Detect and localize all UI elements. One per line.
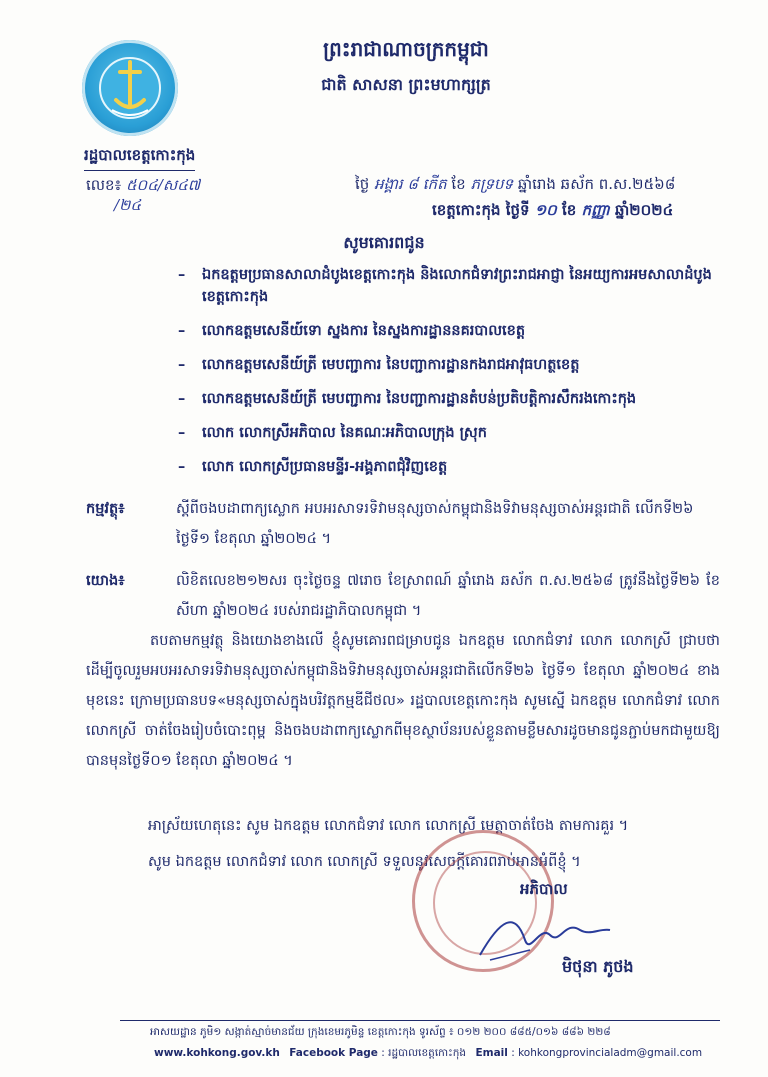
solar-day: ១០ bbox=[534, 201, 557, 219]
reference-label: លេខ៖ bbox=[86, 176, 122, 194]
recipient-text: ឯកឧត្តមប្រធានសាលាដំបូងខេត្តកោះកុង និងលោកជំទាវព្រះរាជអាជ្ញា នៃអយ្យការអមសាលាដំបូងខេត្តកោះកុង bbox=[202, 267, 712, 305]
lunar-month: ភទ្របទ bbox=[470, 175, 514, 193]
salutation: សូមគោរពជូន bbox=[343, 233, 425, 252]
facebook-value[interactable]: រដ្ឋបាលខេត្តកោះកុង bbox=[388, 1047, 467, 1059]
closing-line-1: អាស្រ័យហេតុនេះ សូម ឯកឧត្តម លោកជំទាវ លោក លោកស្រី មេត្តាចាត់ចែង តាមការគួរ ។ bbox=[148, 818, 629, 834]
footer-divider bbox=[120, 1020, 720, 1021]
website-link[interactable]: www.kohkong.gov.kh bbox=[154, 1047, 280, 1059]
facebook-label: Facebook Page bbox=[289, 1047, 378, 1059]
letterhead bbox=[0, 36, 768, 98]
recipient-text: លោកឧត្តមសេនីយ៍ត្រី មេបញ្ជាការ នៃបញ្ជាការដ្ឋានកងរាជអាវុធហត្ថខេត្ត bbox=[202, 357, 580, 373]
subject-label: កម្មវត្ថុ៖ bbox=[86, 501, 125, 517]
lunar-date bbox=[355, 175, 675, 197]
lunar-date-prefix: ថ្ងៃ bbox=[355, 175, 370, 193]
reference-year: /២៤ bbox=[114, 196, 142, 214]
subject-and-reference bbox=[86, 494, 720, 554]
recipient-text: លោកឧត្តមសេនីយ៍ទោ ស្នងការ នៃស្នងការដ្ឋាននគរបាលខេត្ត bbox=[202, 323, 526, 339]
kingdom-title: ព្រះរាជាណាចក្រកម្ពុជា bbox=[323, 37, 489, 61]
footer-contacts: www.kohkong.gov.kh Facebook Page : រដ្ឋបាលខេត្តកោះកុង Email : kohkongprovincialadm@gmail.com bbox=[154, 1047, 703, 1059]
list-item: – លោកឧត្តមសេនីយ៍ត្រី មេបញ្ជាការ នៃបញ្ជាការដ្ឋានកងរាជអាវុធហត្ថខេត្ត bbox=[178, 354, 718, 376]
solar-month: កញ្ញា bbox=[581, 201, 610, 219]
reference-row bbox=[86, 566, 720, 626]
reference-value: ៥០៤/ស៤៧ bbox=[125, 176, 201, 194]
signatory-title: អភិបាល bbox=[520, 880, 568, 898]
recipient-list bbox=[178, 264, 718, 490]
national-motto: ជាតិ សាសនា ព្រះមហាក្សត្រ bbox=[321, 75, 491, 94]
recipient-text: លោកឧត្តមសេនីយ៍ត្រី មេបញ្ជាការ នៃបញ្ជាការដ្ឋានតំបន់ប្រតិបត្តិការសឹករងកោះកុង bbox=[202, 391, 637, 407]
footer-address: អាសយដ្ឋាន ភូមិ១ សង្កាត់ស្មាច់មានជ័យ ក្រុងខេមរភូមិន្ទ ខេត្តកោះកុង ទូរស័ព្ទ ៖ ០១២ ២០០ ៨៨៥/០១៦ ៨៨៦ ២២៨ bbox=[150, 1026, 611, 1038]
list-item: – លោក លោកស្រីអភិបាល នៃគណៈអភិបាលក្រុង ស្រុក bbox=[178, 422, 718, 444]
solar-date bbox=[432, 201, 673, 223]
email-value[interactable]: kohkongprovincialadm@gmail.com bbox=[518, 1047, 703, 1059]
list-item: – ឯកឧត្តមប្រធានសាលាដំបូងខេត្តកោះកុង និងលោកជំទាវព្រះរាជអាជ្ញា នៃអយ្យការអមសាលាដំបូងខេត្តកោះកុង bbox=[178, 264, 718, 308]
solar-year: ឆ្នាំ២០២៤ bbox=[615, 201, 674, 219]
lunar-year: ឆ្នាំរោង ឆស័ក ព.ស.២៥៦៨ bbox=[517, 175, 676, 193]
letter-body bbox=[86, 566, 720, 776]
recipient-text: លោក លោកស្រីប្រធានមន្ទីរ-អង្គភាពជុំវិញខេត្ត bbox=[202, 459, 448, 475]
recipient-text: លោក លោកស្រីអភិបាល នៃគណៈអភិបាលក្រុង ស្រុក bbox=[202, 425, 487, 441]
solar-month-label: ខែ bbox=[561, 201, 577, 219]
reference-number bbox=[86, 176, 200, 198]
solar-date-prefix: ខេត្តកោះកុង ថ្ងៃទី bbox=[432, 201, 530, 219]
issuing-organization: រដ្ឋបាលខេត្តកោះកុង bbox=[84, 146, 195, 171]
email-label: Email bbox=[475, 1047, 508, 1059]
list-item: – លោក លោកស្រីប្រធានមន្ទីរ-អង្គភាពជុំវិញខេត្ត bbox=[178, 456, 718, 478]
subject-text: ស្តីពីចងបដាពាក្យស្លោក អបអរសាទរទិវាមនុស្សចាស់កម្ពុជានិងទិវាមនុស្សចាស់អន្តរជាតិ លើកទី២៦ ថ្ងៃទី១ ខែតុលា ឆ្នាំ២០២៤ ។ bbox=[176, 501, 694, 547]
signatory-name: មិថុនា ភូថង bbox=[562, 957, 634, 976]
body-paragraph: តបតាមកម្មវត្ថុ និងយោងខាងលើ ខ្ញុំសូមគោរពជម្រាបជូន ឯកឧត្តម លោកជំទាវ លោក លោកស្រី ជ្រាបថា ដើម្បីចូលរួមអបអរសាទរទិវាមនុស្សចាស់កម្ពុជានិងទិវាមនុស្សចាស់អន្តរជាតិលើកទី២៦ ថ្ងៃទី១ ខែតុលា ឆ្នាំ២០២៤ ខាងមុខនេះ ក្រោមប្រធានបទ«មនុស្សចាស់ក្នុងបរិវត្តកម្មឌីជីថល» រដ្ឋបាលខេត្តកោះកុង សូមស្នើ ឯកឧត្តម លោកជំទាវ លោក លោកស្រី ចាត់ចែងរៀបចំបោះពុម្ព និងចងបដាពាក្យស្លោកពីមុខស្ថាប័នរបស់ខ្លួនតាមខ្លឹមសារដូចមានជូនភ្ជាប់មកជាមួយឱ្យបានមុនថ្ងៃទី០១ ខែតុលា ឆ្នាំ២០២៤ ។ bbox=[86, 633, 720, 769]
lunar-day: អង្គារ ៨ កើត bbox=[374, 175, 447, 193]
list-item: – លោកឧត្តមសេនីយ៍ទោ ស្នងការ នៃស្នងការដ្ឋាននគរបាលខេត្ត bbox=[178, 320, 718, 342]
closing-line-2: សូម ឯកឧត្តម លោកជំទាវ លោក លោកស្រី ទទួលនូវសេចក្តីគោរពរាប់អានអំពីខ្ញុំ ។ bbox=[148, 854, 581, 870]
reference-text: លិខិតលេខ២១២សរ ចុះថ្ងៃចន្ទ ៧រោច ខែស្រាពណ៍ ឆ្នាំរោង ឆស័ក ព.ស.២៥៦៨ ត្រូវនឹងថ្ងៃទី២៦ ខែសីហា ឆ្នាំ២០២៤ របស់រាជរដ្ឋាភិបាលកម្ពុជា ។ bbox=[176, 573, 720, 619]
subject-row bbox=[86, 494, 720, 554]
lunar-month-label: ខែ bbox=[451, 175, 466, 193]
list-item: – លោកឧត្តមសេនីយ៍ត្រី មេបញ្ជាការ នៃបញ្ជាការដ្ឋានតំបន់ប្រតិបត្តិការសឹករងកោះកុង bbox=[178, 388, 718, 410]
reference-label-text: យោង៖ bbox=[86, 573, 125, 589]
